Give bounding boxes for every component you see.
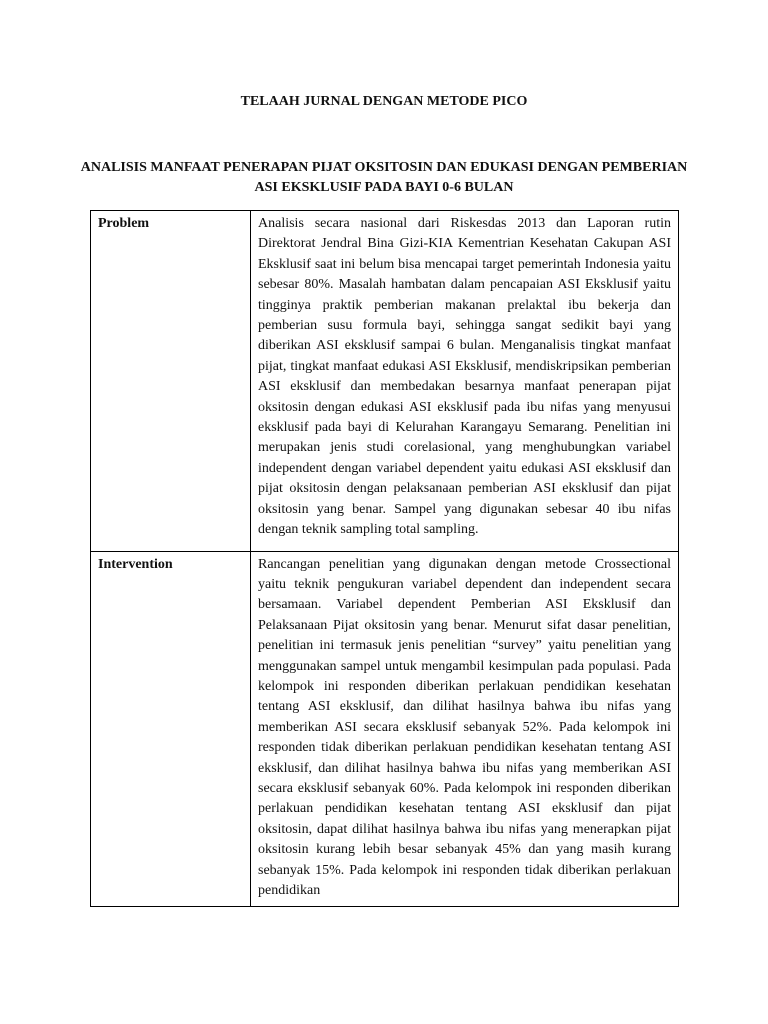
problem-label: Problem [91,211,251,552]
table-row-intervention [91,551,679,906]
page-title: TELAAH JURNAL DENGAN METODE PICO [240,94,528,109]
table-row-problem [91,211,679,552]
intervention-cell [251,551,679,906]
article-title: ANALISIS MANFAAT PENERAPAN PIJAT OKSITOSIN DAN EDUKASI DENGAN PEMBERIAN ASI EKSKLUSIF PADA BAYI 0-6 BULAN [80,160,688,195]
pico-table [90,210,679,907]
intervention-content: Rancangan penelitian yang digunakan dengan metode Crossectional yaitu teknik pengukuran variabel dependent dan independent secara bersamaan. Variabel dependent Pemberian ASI Eksklusif dan Pelaksanaan Pijat oksitosin yang benar. Menurut sifat dasar penelitian, penelitian ini termasuk jenis penelitian “survey” yaitu penelitian yang menggunakan sampel untuk mengambil kesimpulan pada populasi. Pada kelompok ini responden diberikan perlakuan pendidikan kesehatan tentang ASI eksklusif, dan dilihat hasilnya bahwa ibu nifas yang memberikan ASI secara eksklusif sebanyak 52%. Pada kelompok ini responden tidak diberikan perlakuan pendidikan kesehatan tentang ASI eksklusif, dan dilihat hasilnya bahwa ibu nifas yang memberikan ASI secara eksklusif sebanyak 60%. Pada kelompok ini responden diberikan perlakuan pendidikan kesehatan tentang ASI eksklusif dan pijat oksitosin, dapat dilihat hasilnya bahwa ibu nifas yang menerapkan pijat oksitosin kurang lebih besar sebanyak 45% dan yang masih kurang sebanyak 15%. Pada kelompok ini responden tidak diberikan perlakuan pendidikan [258,556,671,898]
problem-content: Analisis secara nasional dari Riskesdas 2013 dan Laporan rutin Direktorat Jendral Bina Gizi-KIA Kementrian Kesehatan Cakupan ASI Eksklusif saat ini belum bisa mencapai target pemerintah Indonesia yaitu sebesar 80%. Masalah hambatan dalam pencapaian ASI Eksklusif yaitu tingginya praktik pemberian makanan prelaktal ibu bekerja dan pemberian susu formula bayi, sehingga sangat sedikit bayi yang diberikan ASI eksklusif sampai 6 bulan. Menganalisis tingkat manfaat pijat, tingkat manfaat edukasi ASI Eksklusif, mendiskripsikan pemberian ASI eksklusif dan membedakan besarnya manfaat penerapan pijat oksitosin dengan edukasi ASI eksklusif pada ibu nifas yang menyusui eksklusif pada bayi di Kelurahan Karangayu Semarang. Penelitian ini merupakan jenis studi corelasional, yang menghubungkan variabel independent dengan variabel dependent yaitu edukasi ASI eksklusif dan pijat oksitosin dengan pelaksanaan pemberian ASI eksklusif dan pijat oksitosin yang benar. Sampel yang digunakan sebesar 40 ibu nifas dengan teknik sampling total sampling. [251,211,679,552]
intervention-label: Intervention [91,551,251,906]
